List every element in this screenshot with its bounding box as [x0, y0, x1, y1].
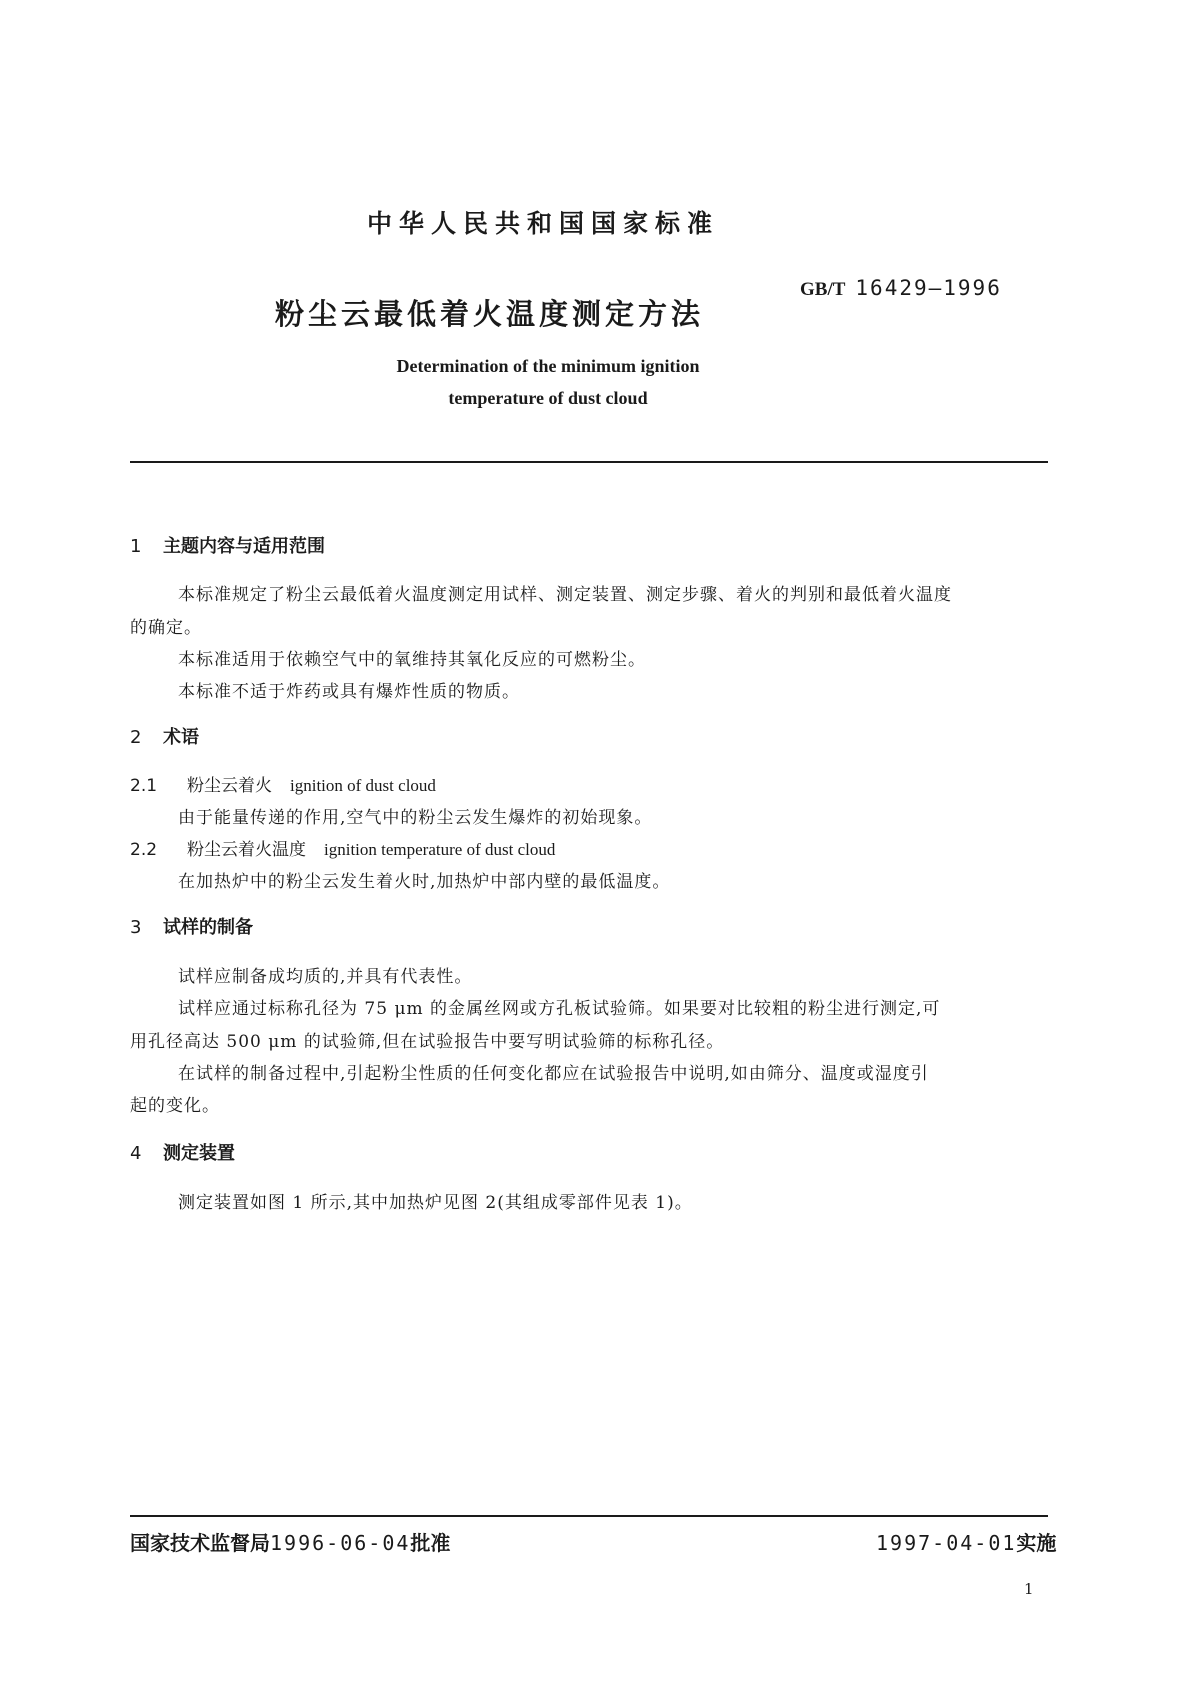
term-number: 2.1: [130, 776, 158, 796]
s1-paragraph-1-line-1: 本标准规定了粉尘云最低着火温度测定用试样、测定装置、测定步骤、着火的判别和最低着火温度: [178, 585, 952, 605]
section-number: 2: [130, 727, 142, 748]
s3-paragraph-2-line-2: 用孔径高达 500 μm 的试验筛,但在试验报告中要写明试验筛的标称孔径。: [130, 1032, 725, 1052]
effective-label: 实施: [1016, 1531, 1057, 1555]
term-cn: 粉尘云着火: [187, 776, 272, 796]
document-title-en-line1: Determination of the minimum ignition: [396, 356, 700, 376]
header-divider: [130, 461, 1048, 463]
document-title-en-line2: temperature of dust cloud: [448, 388, 648, 408]
section-number: 1: [130, 536, 142, 557]
s4-paragraph-1: 测定装置如图 1 所示,其中加热炉见图 2(其组成零部件见表 1)。: [178, 1193, 693, 1213]
s3-paragraph-1: 试样应制备成均质的,并具有代表性。: [178, 967, 473, 987]
term-number: 2.2: [130, 840, 158, 860]
document-title-cn: 粉尘云最低着火温度测定方法: [275, 297, 705, 331]
s1-paragraph-1-line-2: 的确定。: [130, 618, 202, 638]
section-4-heading: [130, 1139, 235, 1165]
section-title: 主题内容与适用范围: [163, 536, 325, 557]
s1-paragraph-3: 本标准不适于炸药或具有爆炸性质的物质。: [178, 682, 520, 702]
s3-paragraph-3-line-1: 在试样的制备过程中,引起粉尘性质的任何变化都应在试验报告中说明,如由筛分、温度或湿度引: [178, 1064, 929, 1084]
section-1-heading: [130, 532, 325, 558]
term-2-1-definition: 由于能量传递的作用,空气中的粉尘云发生爆炸的初始现象。: [178, 808, 653, 828]
term-2-2: [130, 835, 555, 860]
section-number: 4: [130, 1143, 142, 1164]
page-number: 1: [1024, 1580, 1034, 1598]
effective-line: [876, 1527, 1056, 1556]
approval-line: [130, 1527, 450, 1556]
term-en: ignition temperature of dust cloud: [324, 840, 556, 859]
s3-paragraph-2-line-1: 试样应通过标称孔径为 75 μm 的金属丝网或方孔板试验筛。如果要对比较粗的粉尘进行测定,可: [178, 999, 941, 1019]
s3-paragraph-3-line-2: 起的变化。: [130, 1096, 220, 1116]
footer-divider: [130, 1515, 1048, 1517]
section-title: 试样的制备: [163, 917, 253, 938]
section-title: 术语: [163, 727, 199, 748]
term-2-2-definition: 在加热炉中的粉尘云发生着火时,加热炉中部内壁的最低温度。: [178, 872, 671, 892]
approve-date: 1996-06-04: [270, 1531, 411, 1555]
term-en: ignition of dust cloud: [290, 776, 436, 795]
standard-code: GB/T: [800, 279, 846, 300]
section-3-heading: [130, 913, 253, 939]
term-cn: 粉尘云着火温度: [187, 840, 306, 860]
effective-date: 1997-04-01: [876, 1531, 1017, 1555]
standard-id: 16429—1996: [855, 276, 1002, 300]
term-2-1: [130, 771, 436, 796]
section-number: 3: [130, 917, 142, 938]
national-standard-heading: 中华人民共和国国家标准: [366, 209, 719, 238]
s1-paragraph-2: 本标准适用于依赖空气中的氧维持其氧化反应的可燃粉尘。: [178, 650, 646, 670]
standard-number: [800, 276, 1002, 301]
section-2-heading: [130, 723, 199, 749]
issuer: 国家技术监督局: [130, 1531, 270, 1555]
section-title: 测定装置: [163, 1143, 235, 1164]
approve-label: 批准: [410, 1531, 451, 1555]
